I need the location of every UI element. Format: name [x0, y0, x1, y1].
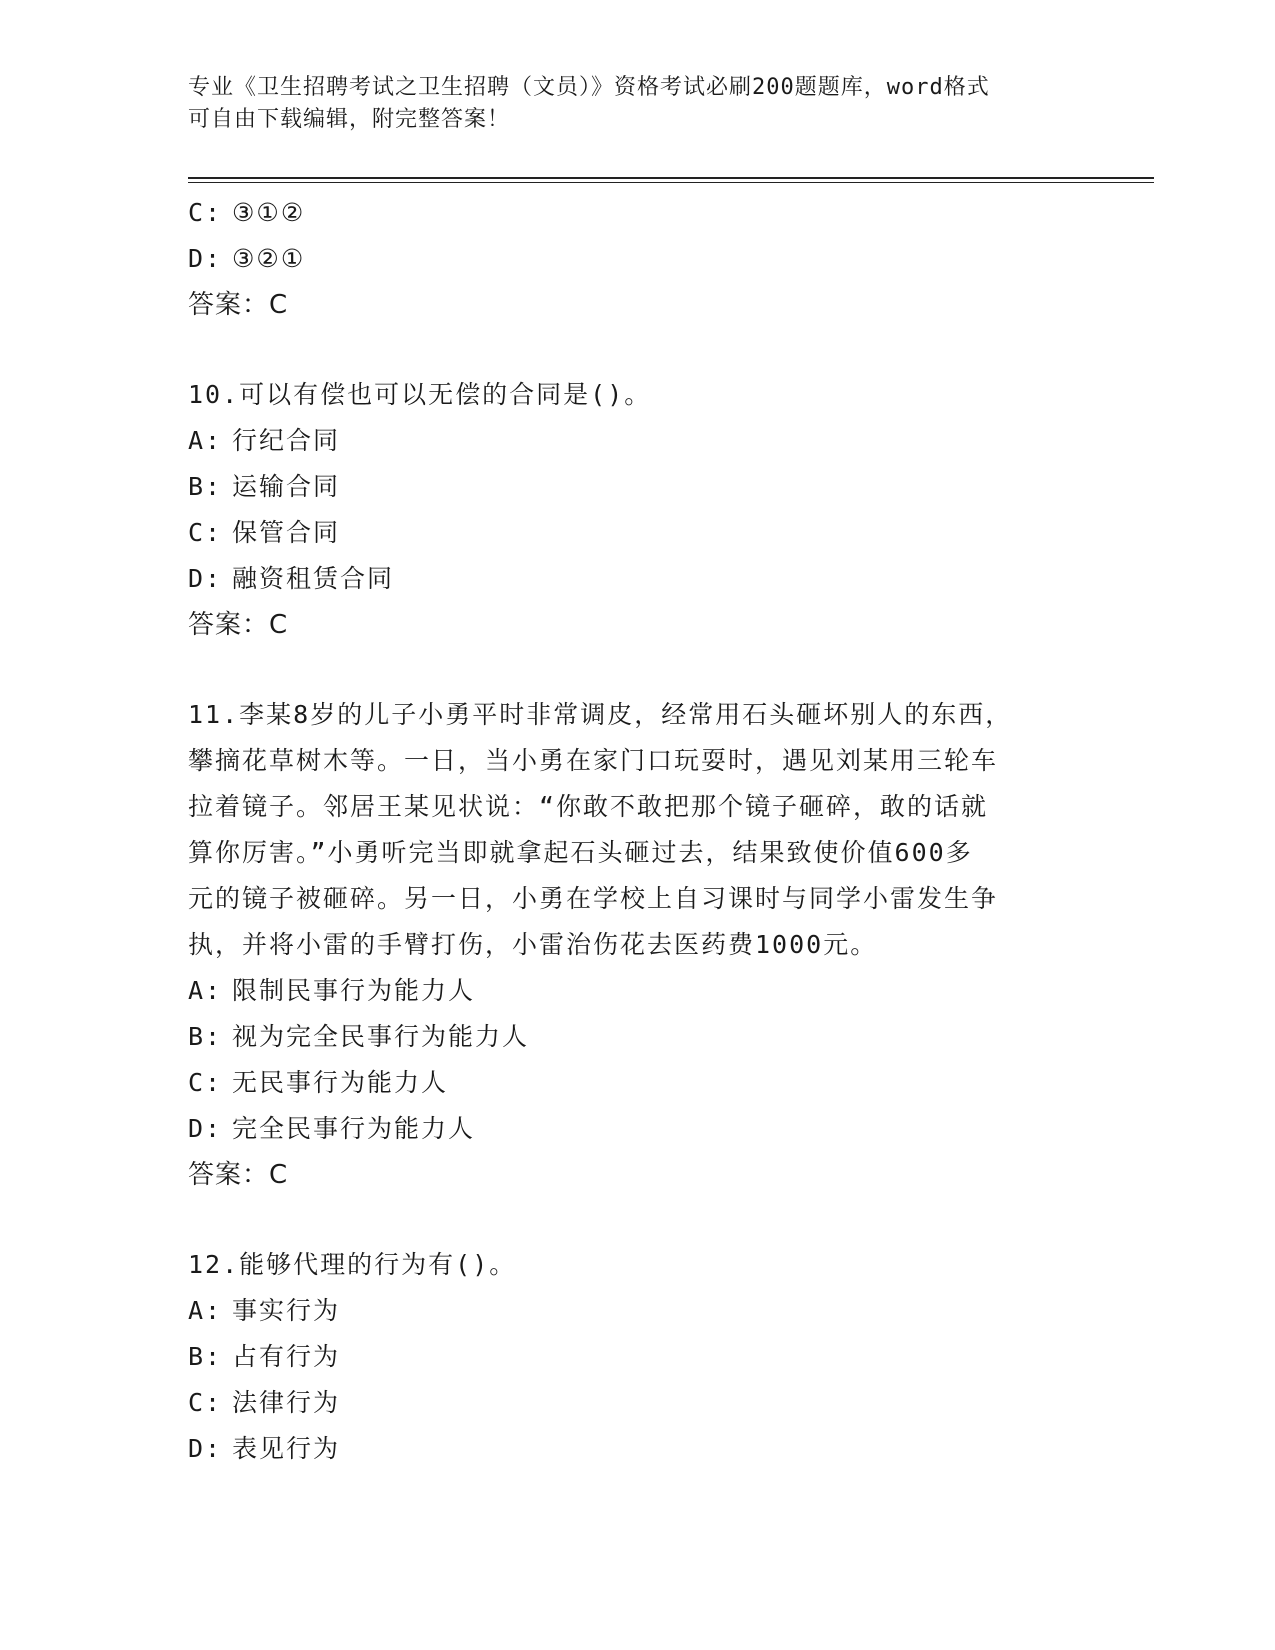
stem-line: 执，并将小雷的手臂打伤，小雷治伤花去医药费1000元。 — [188, 930, 878, 959]
question-stem — [188, 692, 1068, 968]
option-b: B: 视为完全民事行为能力人 — [188, 1022, 530, 1051]
option-a: A: 事实行为 — [188, 1296, 341, 1325]
question-11 — [188, 692, 1068, 1198]
document-header — [188, 72, 1088, 136]
prev-question-block — [188, 190, 1068, 328]
option-d: D: 完全民事行为能力人 — [188, 1114, 476, 1143]
answer-line: 答案：C — [188, 290, 289, 320]
option-d: D: 表见行为 — [188, 1434, 341, 1463]
question-stem: 10.可以有偿也可以无偿的合同是()。 — [188, 380, 652, 409]
option-c: C: 保管合同 — [188, 518, 341, 547]
option-b: B: 运输合同 — [188, 472, 341, 501]
option-a: A: 行纪合同 — [188, 426, 341, 455]
answer-line: 答案：C — [188, 610, 289, 640]
option-a: A: 限制民事行为能力人 — [188, 976, 476, 1005]
stem-line: 拉着镜子。邻居王某见状说：“你敢不敢把那个镜子砸碎，敢的话就 — [188, 792, 989, 821]
question-list — [188, 190, 1068, 1472]
header-divider-top — [188, 177, 1154, 179]
question-12 — [188, 1242, 1068, 1472]
stem-line: 攀摘花草树木等。一日，当小勇在家门口玩耍时，遇见刘某用三轮车 — [188, 746, 999, 775]
stem-line: 算你厉害。”小勇听完当即就拿起石头砸过去，结果致使价值600多 — [188, 838, 973, 867]
stem-line: 11.李某8岁的儿子小勇平时非常调皮，经常用石头砸坏别人的东西， — [188, 700, 1013, 729]
option-c: C: 无民事行为能力人 — [188, 1068, 449, 1097]
question-10 — [188, 372, 1068, 648]
header-line-2: 可自由下载编辑，附完整答案！ — [188, 107, 511, 132]
option-b: B: 占有行为 — [188, 1342, 341, 1371]
option-c: C: 法律行为 — [188, 1388, 341, 1417]
stem-line: 元的镜子被砸碎。另一日，小勇在学校上自习课时与同学小雷发生争 — [188, 884, 999, 913]
question-stem: 12.能够代理的行为有()。 — [188, 1250, 517, 1279]
header-line-1: 专业《卫生招聘考试之卫生招聘（文员）》资格考试必刷200题题库，word格式 — [188, 75, 990, 100]
option-d: D: ③②① — [188, 244, 306, 273]
option-d: D: 融资租赁合同 — [188, 564, 395, 593]
header-divider-bottom — [188, 182, 1154, 183]
option-c: C: ③①② — [188, 198, 306, 227]
answer-line: 答案：C — [188, 1160, 289, 1190]
